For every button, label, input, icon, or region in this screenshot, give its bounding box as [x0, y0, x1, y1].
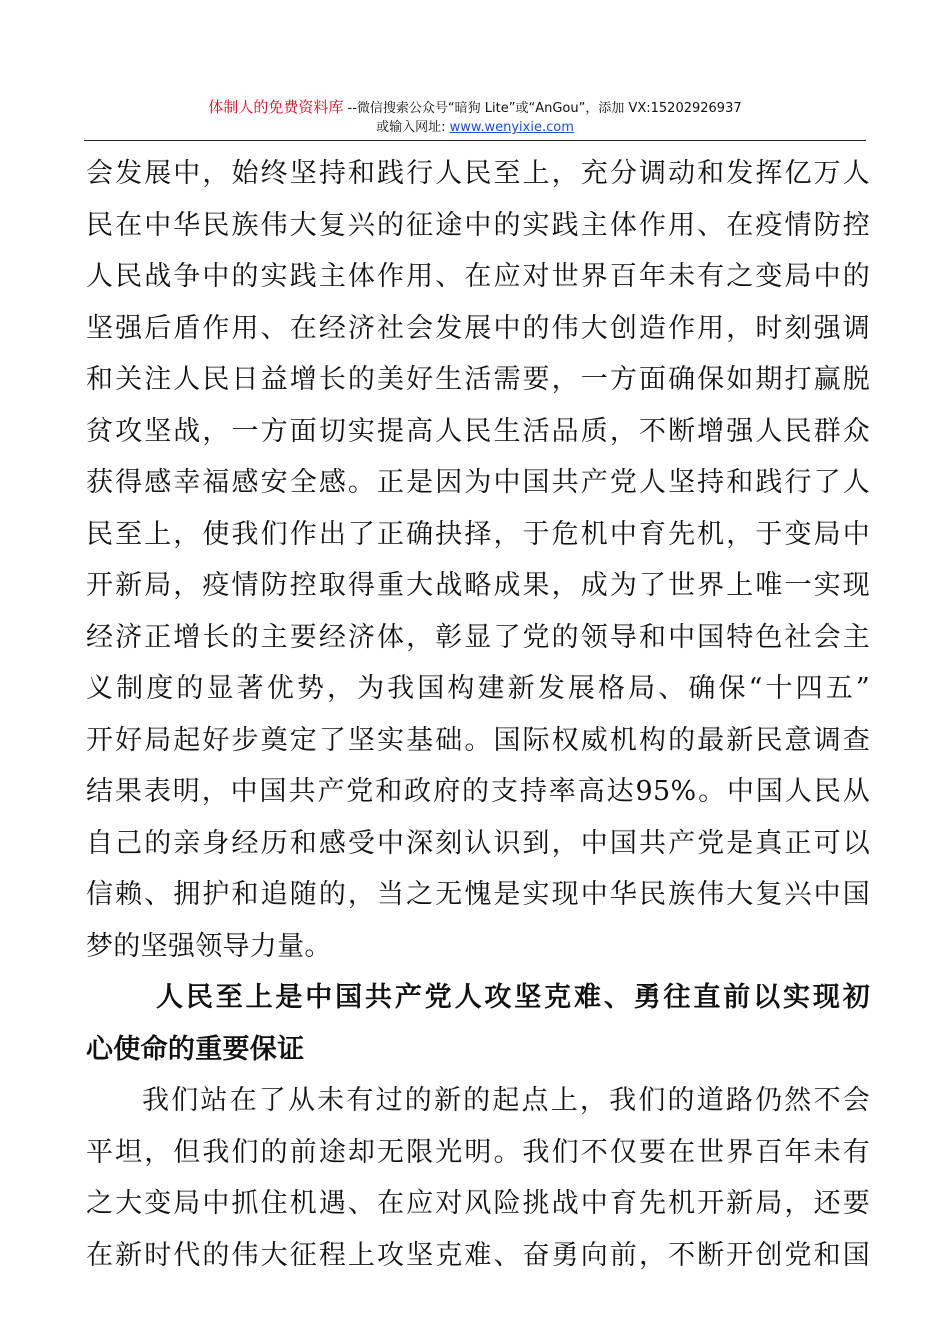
- text-line: 获得感幸福感安全感。正是因为中国共产党人坚持和践行了人: [86, 467, 870, 498]
- header-line-1: [84, 98, 866, 118]
- text-line: 坚强后盾作用、在经济社会发展中的伟大创造作用，时刻强调: [86, 312, 870, 344]
- text-line: 会发展中，始终坚持和践行人民至上，充分调动和发挥亿万人: [86, 158, 870, 189]
- text-line: 我们站在了从未有过的新的起点上，我们的道路仍然不会: [142, 1085, 870, 1116]
- text-line: 结果表明，中国共产党和政府的支持率高达95%。中国人民从: [86, 776, 870, 807]
- header-divider: [84, 140, 866, 141]
- text-line: 梦的坚强领导力量。: [86, 930, 332, 962]
- text-line: 人民战争中的实践主体作用、在应对世界百年未有之变局中的: [86, 261, 870, 292]
- text-line: 民至上，使我们作出了正确抉择，于危机中育先机，于变局中: [86, 518, 870, 550]
- heading-line: 心使命的重要保证: [86, 1033, 305, 1065]
- page-header: [84, 98, 866, 137]
- section-heading: [86, 972, 870, 1075]
- text-line: 民在中华民族伟大复兴的征途中的实践主体作用、在疫情防控: [86, 209, 870, 241]
- header-line-2: [84, 118, 866, 137]
- document-body: [86, 148, 870, 1281]
- header-brand: 体制人的免费资料库: [208, 98, 344, 116]
- text-line: 开好局起好步奠定了坚实基础。国际权威机构的最新民意调查: [86, 724, 870, 756]
- text-line: 之大变局中抓住机遇、在应对风险挑战中育先机开新局，还要: [86, 1188, 870, 1219]
- text-line: 和关注人民日益增长的美好生活需要，一方面确保如期打赢脱: [86, 364, 870, 395]
- text-line: 平坦，但我们的前途却无限光明。我们不仅要在世界百年未有: [86, 1136, 870, 1168]
- text-line: 经济正增长的主要经济体，彰显了党的领导和中国特色社会主: [86, 621, 870, 653]
- text-line: 在新时代的伟大征程上攻坚克难、奋勇向前，不断开创党和国: [86, 1239, 870, 1271]
- text-line: 贫攻坚战，一方面切实提高人民生活品质，不断增强人民群众: [86, 415, 870, 447]
- header-info: --微信搜索公众号“暗狗 Lite”或“AnGou”，添加 VX:15202926937: [343, 101, 742, 116]
- text-line: 开新局，疫情防控取得重大战略成果，成为了世界上唯一实现: [86, 570, 870, 601]
- heading-line: 人民至上是中国共产党人攻坚克难、勇往直前以实现初: [156, 982, 870, 1013]
- paragraph-1: [86, 148, 870, 972]
- text-line: 信赖、拥护和追随的，当之无愧是实现中华民族伟大复兴中国: [86, 879, 870, 910]
- text-line: 自己的亲身经历和感受中深刻认识到，中国共产党是真正可以: [86, 827, 870, 859]
- paragraph-2: [86, 1075, 870, 1281]
- text-line: 义制度的显著优势，为我国构建新发展格局、确保“十四五”: [86, 673, 870, 704]
- header-url-prefix: 或输入网址:: [376, 120, 450, 135]
- header-url-link[interactable]: www.wenyixie.com: [449, 120, 574, 135]
